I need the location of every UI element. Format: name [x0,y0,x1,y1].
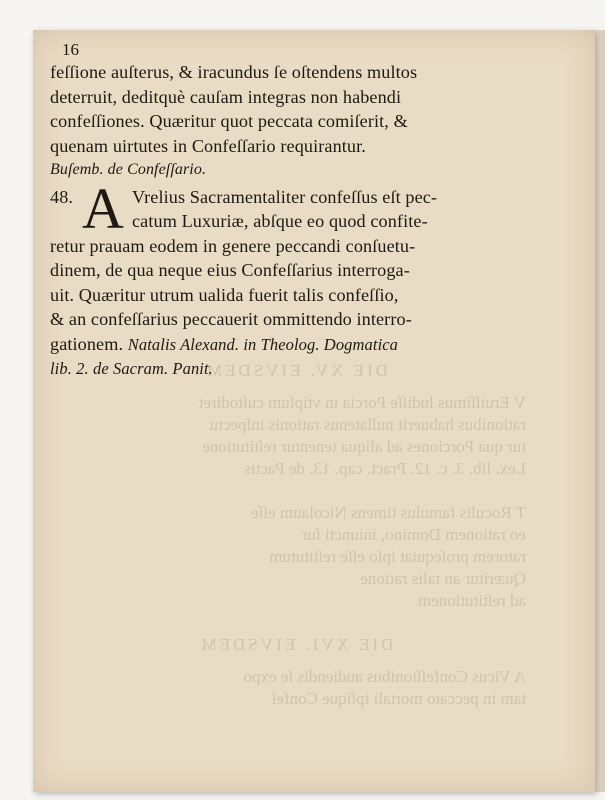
bleed-line [36,612,526,634]
page-text [50,60,565,382]
text-line: quenam uirtutes in Confeſſario requirantur. [50,135,366,156]
bleed-line: T Roculis famulus timens Nicolaum eſſe [251,503,526,522]
bleed-line: rationibus habuerit nullatenus rationis inſpectu [209,415,526,434]
bleed-line: A Vicus Confeſſionibus audiendis ſe expo [243,667,526,686]
bleed-line: Quæritur an talis ratione [360,569,526,588]
text-line: Vrelius Sacramentaliter confeſſus eſt pec- [132,186,438,207]
bleed-line: tur qua Porciones ad aliqua tenentur reſtitutione [202,437,526,456]
bleed-line: Lex. lib. 3. c. 12. Pract. cap. 13. de Pactis [244,459,526,478]
bleed-line: tam in peccato mortali ipſique Confeſ [271,689,526,708]
bleed-line [36,480,526,502]
bleed-through-text [36,360,556,760]
text-line: dinem, de qua neque eius Confeſſarius interroga- [50,260,410,280]
bleed-line: V Eruiſſimus ludiſſe Porcia in vtipſum cuſtodiret [198,393,526,412]
entry-number: 48. [50,186,74,207]
bleed-line: ratorem proſequiat ipſo eſſe reſtitutum [269,547,526,566]
bleed-line: ad reſtitutionem [417,591,526,610]
bleed-line: eo rationem Domino, iniuncti ſur [301,525,526,544]
bleed-heading: DIE XV. EIVSDEM [204,361,388,380]
bleed-heading: DIE XVI. EIVSDEM [198,635,394,654]
text-line: uit. Quæritur utrum ualida fuerit talis confeſſio, [50,284,399,305]
text-line: & an confeſſarius peccauerit ommittendo interro- [50,309,412,329]
page-number: 16 [62,40,79,59]
text-fragment: gationem. [50,333,124,354]
text-line: retur prauam eodem in genere peccandi conſuetu- [50,235,416,256]
drop-cap: A [82,175,124,241]
text-line: confeſſiones. Quæritur quot peccata comiſerit, & [50,111,408,131]
citation: Natalis Alexand. in Theolog. Dogmatica [127,334,399,354]
text-line-final [50,332,565,358]
citation: lib. 2. de Sacram. Panit. [50,359,213,378]
entry-48 [50,175,565,382]
text-line: feſſione auſterus, & iracundus ſe oſtendens multos [50,62,418,82]
text-line: catum Luxuriæ, abſque eo quod confite- [132,211,428,231]
text-line: deterruit, deditquè cauſam integras non habendi [50,86,402,107]
citation: Buſemb. de Confeſſario. [50,161,207,178]
